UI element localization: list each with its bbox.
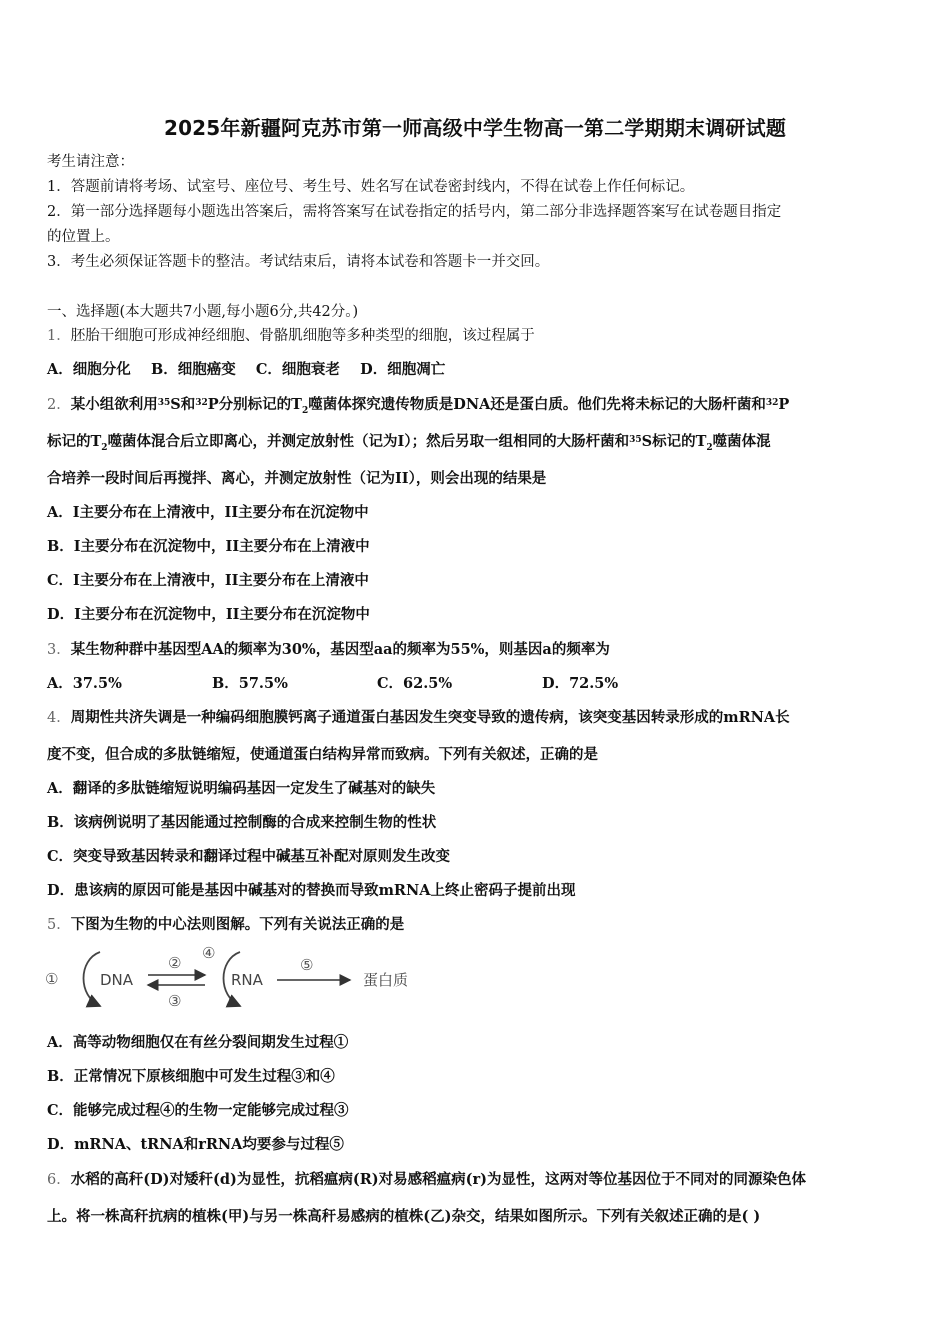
question-text: 某小组欲利用	[70, 396, 158, 413]
superscript: 32	[765, 398, 779, 408]
question-number: 6．	[47, 1172, 71, 1188]
question-3-stem	[47, 640, 907, 660]
option-d: D．患该病的原因可能是基因中碱基对的替换而导致mRNA上终止密码子提前出现	[47, 882, 576, 899]
question-text: 噬菌体混合后立即离心，并测定放射性（记为I）；然后另取一组相同的大肠杆菌和	[107, 433, 630, 450]
process-5-label: ⑤	[300, 956, 314, 974]
section-heading: 一、选择题(本大题共7小题,每小题6分,共42分。)	[47, 304, 359, 320]
protein-label: 蛋白质	[363, 971, 409, 989]
option-c: C．能够完成过程④的生物一定能够完成过程③	[47, 1102, 349, 1119]
replication-arc	[84, 952, 101, 1006]
question-number: 1．	[47, 328, 71, 344]
question-number: 2．	[47, 397, 71, 413]
option-b: B．I主要分布在沉淀物中，II主要分布在上清液中	[47, 538, 370, 555]
superscript: 32	[195, 398, 208, 408]
notice-item: 3．考生必须保证答题卡的整洁。考试结束后，请将本试卷和答题卡一并交回。	[47, 254, 550, 270]
question-4-line-1	[47, 708, 907, 728]
option-c: C．62.5%	[377, 675, 453, 692]
question-text: S标记的T	[641, 433, 707, 450]
option-a: A．I主要分布在上清液中，II主要分布在沉淀物中	[47, 504, 369, 521]
process-3-label: ③	[168, 992, 182, 1010]
question-text: P	[778, 396, 790, 413]
question-number: 4．	[47, 710, 71, 726]
superscript: 35	[157, 398, 171, 408]
subscript: 2	[706, 442, 713, 453]
question-1-options: A．细胞分化 B．细胞癌变 C．细胞衰老 D．细胞凋亡	[47, 361, 446, 378]
question-6-line-2: 上。将一株高秆抗病的植株(甲)与另一株高秆易感病的植株(乙)杂交，结果如图所示。下列有关叙述正确的是( )	[47, 1208, 761, 1225]
option-d: D．72.5%	[542, 675, 619, 692]
question-text: 标记的T	[47, 433, 102, 450]
question-text: P分别标记的T	[207, 396, 302, 413]
option-a: A．高等动物细胞仅在有丝分裂间期发生过程①	[47, 1034, 349, 1051]
option-b: B．57.5%	[212, 675, 288, 692]
process-2-label: ②	[168, 954, 182, 972]
question-2-line-1	[47, 395, 907, 421]
question-2-line-3: 合培养一段时间后再搅拌、离心，并测定放射性（记为II），则会出现的结果是	[47, 470, 547, 487]
subscript: 2	[101, 442, 108, 453]
question-text: 下图为生物的中心法则图解。下列有关说法正确的是	[70, 916, 405, 933]
question-text: 水稻的高秆(D)对矮秆(d)为显性，抗稻瘟病(R)对易感稻瘟病(r)为显性，这两对等位基因位于不同对的同源染色体	[70, 1171, 807, 1188]
question-text: 噬菌体混	[712, 433, 771, 450]
option-a: A．37.5%	[47, 675, 122, 692]
question-text: 周期性共济失调是一种编码细胞膜钙离子通道蛋白基因发生突变导致的遗传病，该突变基因转录形成的mRNA长	[70, 709, 790, 726]
page-title: 2025年新疆阿克苏市第一师高级中学生物高一第二学期期末调研试题	[163, 116, 787, 140]
option-b: B．正常情况下原核细胞中可发生过程③和④	[47, 1068, 335, 1085]
question-6-line-1	[47, 1170, 907, 1190]
option-c: C．I主要分布在上清液中，II主要分布在上清液中	[47, 572, 369, 589]
question-3-options	[47, 674, 618, 694]
rna-label: RNA	[231, 971, 263, 989]
subscript: 2	[301, 405, 309, 416]
question-number: 3．	[47, 642, 71, 658]
process-1-label: ①	[45, 970, 59, 988]
question-5-stem	[47, 915, 907, 935]
option-d: D．mRNA、tRNA和rRNA均要参与过程⑤	[47, 1136, 344, 1153]
option-a: A．翻译的多肽链缩短说明编码基因一定发生了碱基对的缺失	[47, 780, 436, 797]
option-c: C．突变导致基因转录和翻译过程中碱基互补配对原则发生改变	[47, 848, 451, 865]
notice-item: 的位置上。	[47, 229, 120, 245]
central-dogma-diagram	[40, 940, 440, 1015]
option-b: B．该病例说明了基因能通过控制酶的合成来控制生物的性状	[47, 814, 437, 831]
question-number: 5．	[47, 917, 71, 933]
notice-item: 1．答题前请将考场、试室号、座位号、考生号、姓名写在试卷密封线内，不得在试卷上作任何标记。	[47, 179, 695, 195]
question-2-line-2	[47, 432, 907, 458]
process-4-label: ④	[202, 944, 216, 962]
superscript: 35	[629, 435, 642, 445]
question-text: 噬菌体探究遗传物质是DNA还是蛋白质。他们先将未标记的大肠杆菌和	[308, 396, 766, 413]
notice-heading: 考生请注意：	[47, 154, 134, 170]
question-text: 胚胎干细胞可形成神经细胞、骨骼肌细胞等多种类型的细胞，该过程属于	[70, 328, 535, 344]
question-text: S和	[170, 396, 196, 413]
question-4-line-2: 度不变，但合成的多肽链缩短，使通道蛋白结构异常而致病。下列有关叙述，正确的是	[47, 746, 598, 763]
notice-item: 2．第一部分选择题每小题选出答案后，需将答案写在试卷指定的括号内，第二部分非选择题答案写在试卷题目指定	[47, 204, 782, 220]
question-1-stem	[47, 326, 907, 346]
question-text: 某生物种群中基因型AA的频率为30%，基因型aa的频率为55%，则基因a的频率为	[70, 641, 610, 658]
option-d: D．I主要分布在沉淀物中，II主要分布在沉淀物中	[47, 606, 370, 623]
dna-label: DNA	[100, 971, 134, 989]
